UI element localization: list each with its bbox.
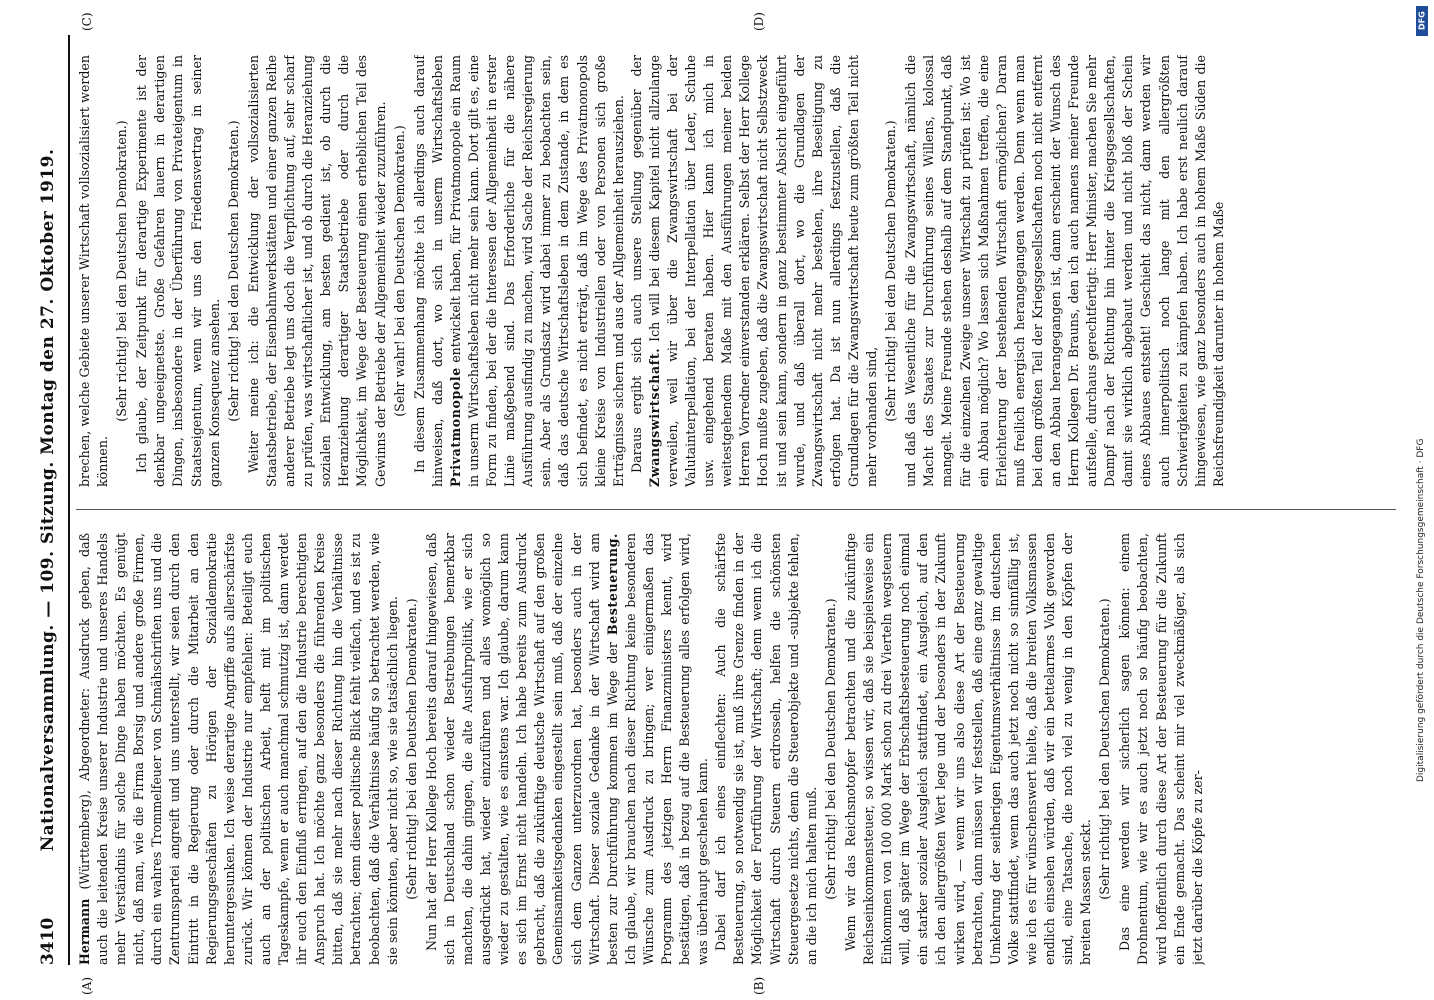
right-column (76, 55, 1396, 487)
page-title: Nationalversammlung. — 109. Sitzung. Montag den 27. Oktober 1919. (38, 148, 58, 852)
margin-marker-c: (C) (80, 12, 94, 31)
remark: (Sehr richtig! bei den Deutschen Demokraten.) (114, 120, 130, 422)
remark: (Sehr richtig! bei den Deutschen Demokraten.) (1097, 598, 1113, 900)
right-paragraph-1: brechen, welche Gebiete unserer Wirtschaft vollsozialisiert werden können. (77, 55, 111, 487)
column-divider (76, 509, 1396, 510)
left-column (76, 533, 1396, 965)
left-paragraph-1: Ausdruck geben, daß auch die leitenden Kreise unserer Industrie und unseres Handels mehr Verständnis für solche Dinge haben möchten. Es genügt nicht, daß man, wie die Firma Borsig und andere große Firmen, durch ein wahres Trommelfeuer von Schmähschriften uns und die Zentrumspartei angreift und uns unterstellt, wir seien durch den Eintritt in die Regierung oder durch die Mitarbeit an den Regierungsgeschäften zu Hörigen der Sozialdemokratie heruntergesunken. Ich weise derartige Angriffe aufs allerschärfste zurück. Wir können der Industrie nur empfehlen: Beteiligt euch auch an der politischen Arbeit, helft mit im politischen Tageskampfe, wenn er auch manchmal schmutzig ist, dann werdet ihr euch den Einfluß erringen, auf den die Industrie berechtigten Anspruch hat. Ich möchte ganz besonders die führenden Kreise bitten, daß sie mehr nach dieser Richtung hin die Verhältnisse betrachten; denn dieser politische Blick fehlt vielfach, und es ist zu beobachten, daß die Verhältnisse häufig so betrachtet werden, wie sie sein könnten, aber nicht so, wie sie tatsächlich liegen. (77, 533, 400, 965)
right-paragraph-2: Ich glaube, der Zeitpunkt für derartige Experimente ist der denkbar ungeeignetste. Große Gefahren lauern in derartigen Dingen, insbesondere in der Überführung von Privateigentum in Staatseigentum, wenn wir uns den Friedensvertrag in seiner ganzen Konsequenz ansehen. (134, 55, 222, 487)
margin-marker-b: (B) (752, 976, 766, 995)
margin-marker-d: (D) (752, 12, 766, 31)
header-rule (68, 35, 70, 965)
keyword-besteuerung: Besteuerung. (604, 533, 620, 636)
right-paragraph-5 (628, 55, 881, 487)
right-paragraph-3: Weiter meine ich: die Entwicklung der vollsozialisierten Staatsbetriebe, der Eisenbahnwerkstätten und einer ganzen Reihe anderer Betriebe legt uns doch die Verpflichtung auf, sehr scharf zu prüfen, was wirtschaftlicher ist, und ob durch die Heranziehung sozialen Entwicklung, am besten gedient ist, ob durch die Heranziehung derartiger Staatsbetriebe oder durch die Möglichkeit, im Wege der Besteuerung einen erheblichen Teil des Gewinns der Betriebe der Allgemeinheit wieder zuzuführen. (245, 55, 388, 487)
keyword-privatmonopole: Privatmonopole (447, 367, 463, 487)
digitization-credit (1416, 6, 1428, 996)
text-run: Nun hat der Herr Kollege Hoch bereits darauf hingewiesen, daß sich in Deutschland schon wieder Bestrebungen bemerkbar machten, die dahin gingen, die alte Ausfuhrpolitik, wie er sich ausgedrückt hat, wieder einzuführen und alles womöglich so wieder zu gestalten, wie es einstens war. Ich glaube, darum kann es sich im Ernst nicht handeln. Ich habe bereits zum Ausdruck gebracht, daß die zukünftige deutsche Wirtschaft auf den großen Gemeinsamkeitsgedanken eingestellt sein muß, daß der einzelne sich dem Ganzen unterzuordnen hat, besonders auch in der Wirtschaft. Dieser soziale Gedanke in der Wirtschaft wird am besten zur Durchführung kommen im Wege der (423, 533, 620, 965)
text-run: entwickelt haben, für Privatmonopole ein Raum in unserm Wirtschaftsleben nicht mehr sein kann. Dort gilt es, eine Form zu finden, bei der die Interessen der Allgemeinheit in erster Linie maßgebend sind. Das Erforderliche für die nähere Ausführung ausfindig zu machen, wird Sache der Reichsregierung sein. Aber als Grundsatz wird dabei immer zu beobachten sein, daß das deutsche Wirtschaftsleben in dem Zustande, in dem es sich befindet, es nicht erträgt, daß im Wege des Privatmonopols kleine Kreise von Industriellen oder von Personen sich große Erträgnisse sichern und aus der Allgemeinheit herausziehen. (447, 55, 626, 487)
speaker-name: Hermann (77, 898, 92, 965)
credit-text: Digitalisierung gefördert durch die Deutsche Forschungsgemeinschaft · DFG (1416, 438, 1426, 782)
right-paragraph-6: und daß das Wesentliche für die Zwangswirtschaft, nämlich die Macht des Staates zur Durchführung seines Willens, kolossal mangelt. Meine Freunde stehen deshalb auf dem Standpunkt, daß für die einzelnen Zweige unserer Wirtschaft zu prüfen ist: Wo ist ein Abbau möglich? Wo lassen sich Maßnahmen treffen, die eine Erleichterung der bestehenden Wirtschaft ermöglichen? Daran muß freilich energisch herangegangen werden. Denn wenn man bei dem größten Teil der Kriegsgesellschaften noch nicht entfernt an den Abbau herangegangen ist, dann erscheint der Wunsch des Herrn Kollegen Dr. Brauns, den ich auch namens meiner Freunde aufstelle, durchaus gerechtfertigt: Herr Minister, machen Sie mehr Dampf nach der Richtung hin hinter die Kriegsgesellschaften, damit sie wirklich abgebaut werden und nicht bloß der Schein eines Abbaues entsteht! Geschieht das nicht, dann werden wir auch innerpolitisch noch lange mit den allergrößten Schwierigkeiten zu kämpfen haben. Ich habe erst neulich darauf hingewiesen, wie ganz besonders auch in hohem Maße Süden die Reichsfreundigkeit darunter in hohem Maße (903, 55, 1226, 487)
text-run: Daraus ergibt sich auch unsere Stellung gegenüber der (628, 55, 644, 473)
remark: (Sehr richtig! bei den Deutschen Demokraten.) (822, 598, 838, 900)
keyword-zwangswirtschaft: Zwangswirtschaft. (646, 347, 662, 487)
right-paragraph-4 (411, 55, 628, 487)
page-header (32, 35, 68, 965)
scanned-page (32, 12, 1412, 995)
text-run: Ich will bei diesem Kapitel nicht allzulange verweilen, weil wir über die Zwangswirtschaft bei der Valutainterpellation, bei der Interpellation über Leder, Schuhe usw. eingehend beraten haben. Hier kann ich mich in weitestgehendem Maße mit den Ausführungen meiner beiden Herren Vorredner einverstanden erklären. Selbst der Herr Kollege Hoch mußte zugeben, daß die Zwangswirtschaft nicht Selbstzweck ist und sein kann, sondern in ganz bestimmter Absicht eingeführt wurde, und daß überall dort, wo die Grundlagen der Zwangswirtschaft nicht mehr bestehen, ihre Beseitigung zu erfolgen hat. Da ist nun allerdings festzustellen, daß die Grundlagen für die Zwangswirtschaft heute zum größten Teil nicht mehr vorhanden sind, (646, 55, 880, 487)
left-paragraph-4: Wenn wir das Reichsnotopfer betrachten und die zukünftige Reichseinkommensteuer, so wissen wir, daß sie beispielsweise ein Einkommen von 100 000 Mark schon zu drei Vierteln wegsteuern will, daß später im Wege der Erbschaftsbesteuerung noch einmal ein starker sozialer Ausgleich stattfindet, ein Ausgleich, auf den ich den allergrößten Wert lege und der besonders in der Zukunft wirken wird, — wenn wir uns also diese Art der Besteuerung betrachten, dann müssen wir feststellen, daß eine ganz gewaltige Umkehrung der seitherigen Eigentumsverhältnisse im deutschen Volke stattfindet, wenn das auch jetzt noch nicht so sinnfällig ist, wie ich es für wünschenswert hielte, daß die breiten Volksmassen endlich einsehen würden, daß wir ein bettelarmes Volk geworden sind, eine Tatsache, die noch viel zu wenig in den Köpfen der breiten Massen steckt. (842, 533, 1094, 965)
speaker-paragraph (76, 533, 402, 965)
remark: (Sehr richtig! bei den Deutschen Demokraten.) (883, 120, 899, 422)
page-number: 3410 (38, 917, 58, 965)
text-run: In diesem Zusammenhang möchte ich allerdings auch darauf hinweisen, daß dort, wo sich in unserm Wirtschaftsleben (411, 55, 445, 487)
margin-marker-a: (A) (80, 976, 94, 995)
remark: (Sehr wahr! bei den Deutschen Demokraten.) (391, 125, 407, 417)
remark: (Sehr richtig! bei den Deutschen Demokraten.) (225, 120, 241, 422)
left-paragraph-3: Dabei darf ich eines einflechten: Auch die schärfste Besteuerung, so notwendig sie ist, muß ihre Grenze finden in der Möglichkeit der Fortführung der Wirtschaft; denn wenn ich die Wirtschaft durch Steuern erdrosseln, helfen die schönsten Steuergesetze nichts, denn die Steuerobjekte und -subjekte fehlen, an die ich mich halten muß. (713, 533, 819, 965)
speaker-note: (Württemberg), Abgeordneter: (77, 688, 92, 890)
left-paragraph-5: Das eine werden wir sicherlich sagen können: einem Drohnentum, wie wir es auch jetzt noch so häufig beobachten, wird hoffentlich durch diese Art der Besteuerung für die Zukunft ein Ende gemacht. Das scheint mir viel zweckmäßiger, als sich jetzt darüber die Köpfe zu zer- (1117, 533, 1205, 965)
text-run: Ich glaube, wir brauchen nach dieser Richtung keine besonderen Wünsche zum Ausdruck zu bringen; wer einigermaßen das Programm des jetzigen Herrn Finanzministers kennt, wird bestätigen, daß in bezug auf die Besteuerung alles erfolgen wird, was überhaupt geschehen kann. (622, 533, 711, 965)
dfg-logo: DFG (1416, 6, 1428, 36)
remark: (Sehr richtig! bei den Deutschen Demokraten.) (403, 598, 419, 900)
left-paragraph-2 (423, 533, 713, 965)
